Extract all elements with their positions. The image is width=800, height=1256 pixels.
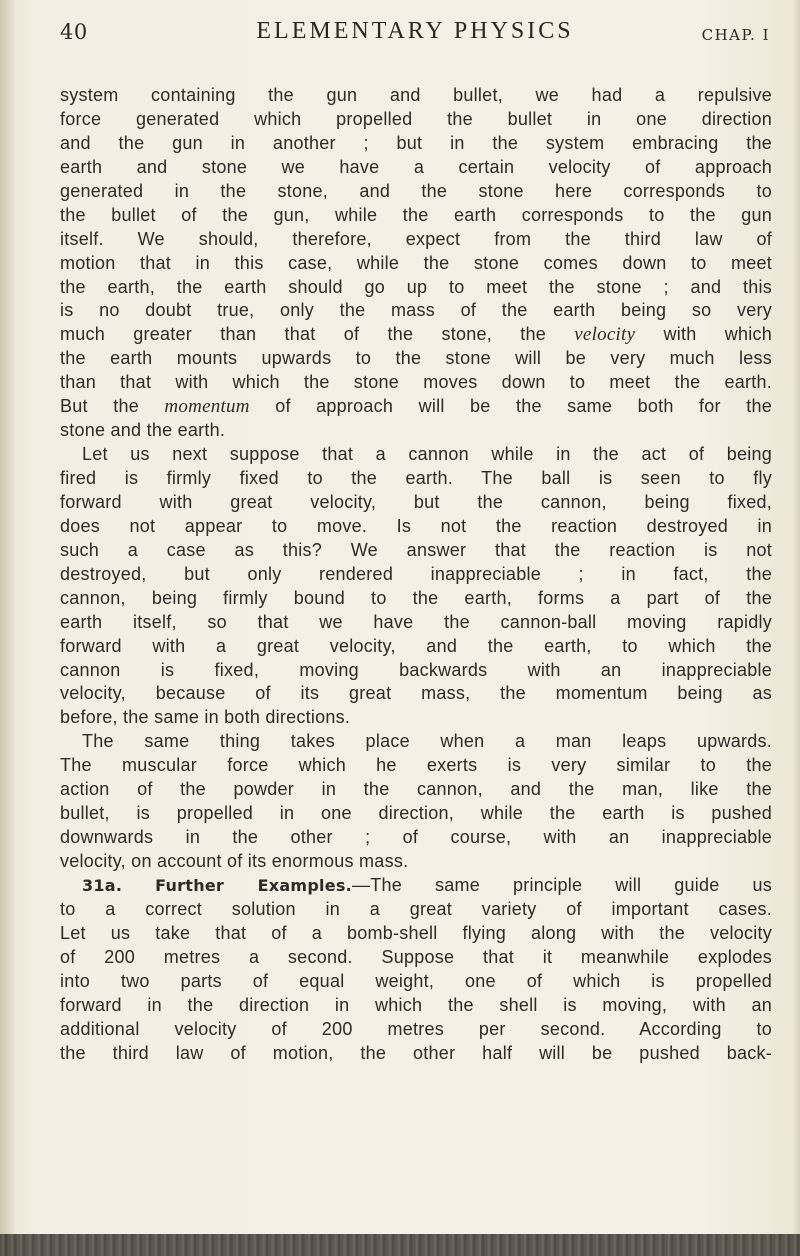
text-line: The muscular force which he exerts is very similar to the — [60, 755, 772, 776]
text-line: action of the powder in the cannon, and the man, like the — [60, 779, 772, 800]
text-segment: with which — [635, 324, 772, 345]
text-line: the earth, the earth should go up to meet the stone ; and this — [60, 276, 772, 297]
text-line: the bullet of the gun, while the earth corresponds to the gun — [60, 204, 772, 225]
text-line: of 200 metres a second. Suppose that it meanwhile explodes — [60, 946, 772, 967]
chapter-mark: CHAP. I — [701, 26, 770, 44]
page-edge — [792, 0, 800, 1256]
text-line: additional velocity of 200 metres per second. According to — [60, 1018, 772, 1039]
text-line: cannon is fixed, moving backwards with an inappreciable — [60, 659, 772, 680]
text-segment: But the — [60, 396, 165, 417]
text-line: downwards in the other ; of course, with an inappreciable — [60, 827, 772, 848]
text-line: does not appear to move. Is not the reaction destroyed in — [60, 515, 772, 536]
text-segment: of approach will be the same both for the — [249, 396, 772, 417]
text-line: earth and stone we have a certain velocity of approach — [60, 156, 772, 177]
text-line — [60, 323, 772, 347]
page-number: 40 — [60, 20, 88, 44]
text-line: fired is firmly fixed to the earth. The ball is seen to fly — [60, 468, 772, 488]
text-line: forward with a great velocity, and the earth, to which the — [60, 635, 772, 656]
text-line: Let us take that of a bomb-shell flying along with the velocity — [60, 922, 772, 943]
section-heading-line — [60, 874, 772, 898]
text-line: velocity, on account of its enormous mass. — [60, 851, 409, 871]
italic-momentum: momentum — [164, 396, 250, 418]
text-line: forward in the direction in which the shell is moving, with an — [60, 994, 772, 1015]
text-line: earth itself, so that we have the cannon-ball moving rapidly — [60, 611, 772, 632]
text-line: is no doubt true, only the mass of the earth being so very — [60, 300, 772, 321]
page-gutter — [0, 0, 14, 1256]
text-line: to a correct solution in a great variety of important cases. — [60, 898, 772, 919]
text-line: such a case as this? We answer that the reaction is not — [60, 539, 772, 560]
paragraph-start: Let us next suppose that a cannon while in the act of being — [82, 444, 772, 465]
text-line: the third law of motion, the other half will be pushed back- — [60, 1042, 772, 1063]
text-line: destroyed, but only rendered inappreciable ; in fact, the — [60, 563, 772, 584]
text-line: system containing the gun and bullet, we had a repulsive — [60, 85, 772, 105]
body-text — [60, 84, 772, 1065]
page-header — [60, 12, 770, 48]
text-line: forward with great velocity, but the cannon, being fixed, — [60, 491, 772, 512]
text-line: before, the same in both directions. — [60, 707, 351, 728]
text-line: the earth mounts upwards to the stone will be very much less — [60, 348, 772, 369]
text-segment: much greater than that of the stone, the — [60, 324, 575, 345]
text-segment: —The same principle will guide us — [351, 874, 772, 895]
text-line: and the gun in another ; but in the system embracing the — [60, 132, 772, 153]
section-title: Further Examples. — [155, 875, 352, 895]
italic-velocity: velocity — [574, 324, 636, 346]
text-line — [60, 395, 772, 419]
page-bottom-edge — [0, 1234, 800, 1256]
text-line: generated in the stone, and the stone here corresponds to — [60, 180, 772, 201]
text-line: motion that in this case, while the stone comes down to meet — [60, 252, 772, 273]
running-title: ELEMENTARY PHYSICS — [256, 18, 574, 44]
text-line: into two parts of equal weight, one of which is propelled — [60, 970, 772, 991]
text-line: itself. We should, therefore, expect from the third law of — [60, 228, 772, 249]
text-line: cannon, being firmly bound to the earth, forms a part of the — [60, 587, 772, 608]
section-number: 31a. — [82, 875, 123, 895]
text-line: force generated which propelled the bullet in one direction — [60, 108, 772, 129]
paragraph-start: The same thing takes place when a man leaps upwards. — [82, 731, 772, 752]
text-line: than that with which the stone moves down to meet the earth. — [60, 372, 772, 393]
text-line: stone and the earth. — [60, 420, 226, 441]
text-line: velocity, because of its great mass, the momentum being as — [60, 683, 772, 704]
text-line: bullet, is propelled in one direction, while the earth is pushed — [60, 803, 772, 824]
